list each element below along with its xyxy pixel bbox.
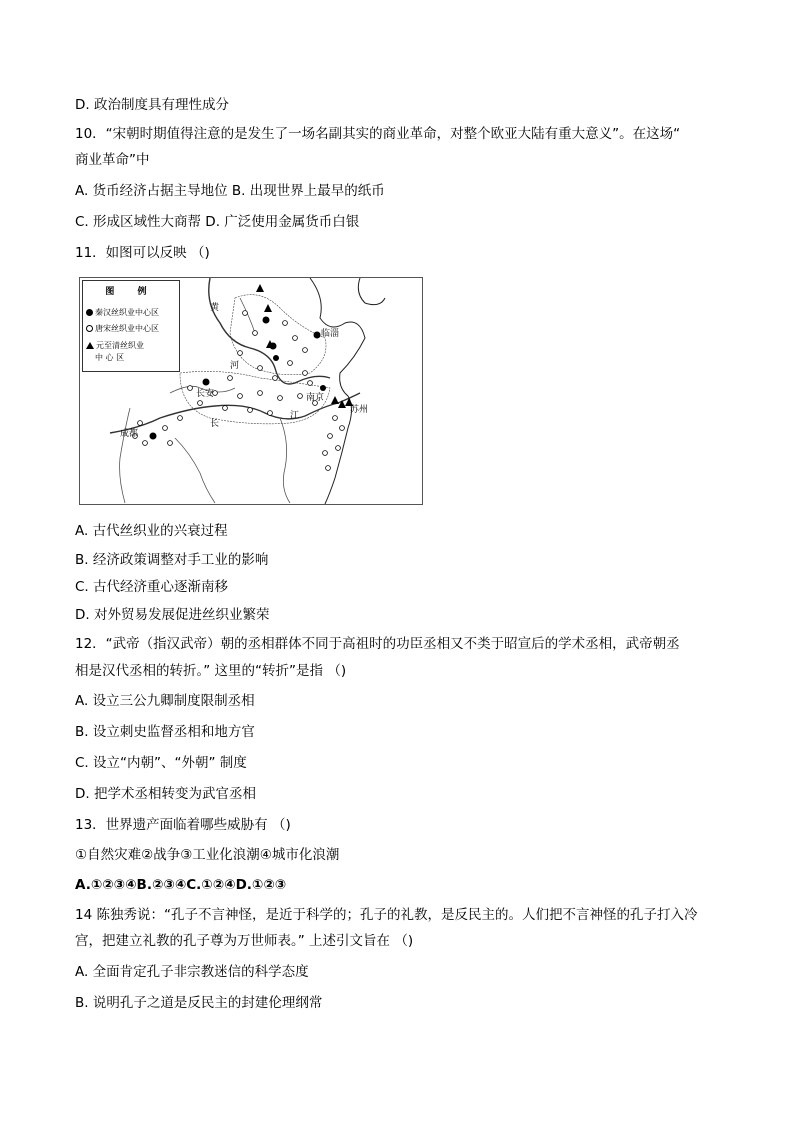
q12-option-c: C. 设立“内朝”、“外朝” 制度 [75, 755, 247, 771]
q11-option-a: A. 古代丝织业的兴衰过程 [75, 523, 228, 539]
q12-option-b: B. 设立刺史监督丞相和地方官 [75, 724, 255, 740]
q10-stem-line1: 10．“宋朝时期值得注意的是发生了一场名副其实的商业革命，对整个欧亚大陆有重大意义”。在这场“ [75, 126, 681, 142]
label-chengdu: 成都 [120, 429, 139, 439]
q14-stem-line1: 14 陈独秀说：“孔子不言神怪，是近于科学的；孔子的礼教，是反民主的。人们把不言神怪的孔子打入冷 [75, 907, 698, 923]
silk-industry-map [79, 277, 423, 505]
yellow-river [209, 278, 330, 384]
q13-items: ①自然灾难②战争③工业化浪潮④城市化浪潮 [75, 847, 340, 863]
q14-stem-line2: 宫，把建立礼教的孔子尊为万世师表。” 上述引文旨在 （) [75, 933, 414, 949]
northern-coast [358, 278, 385, 305]
legend-item-yuan-qing: 元至清丝织业 [86, 341, 144, 351]
q12-option-a: A. 设立三公九卿制度限制丞相 [75, 693, 255, 709]
q14-option-a: A. 全面肯定孔子非宗教迷信的科学态度 [75, 964, 309, 980]
label-linzi: 临淄 [321, 329, 340, 339]
label-he: 河 [230, 361, 240, 371]
legend-title: 图 例 [105, 287, 157, 297]
q10-stem-line2: 商业革命”中 [75, 152, 150, 168]
label-huang: 黄 [210, 303, 220, 313]
tributary-4 [120, 408, 130, 503]
tributary-2 [175, 438, 215, 503]
q10-options-cd: C. 形成区域性大商帮 D. 广泛使用金属货币白银 [75, 214, 360, 230]
label-suzhou: 苏州 [350, 405, 369, 415]
q13-stem: 13．世界遗产面临着哪些威胁有 （) [75, 817, 291, 833]
label-jiang: 江 [290, 411, 300, 421]
legend-item-tang-song: 唐宋丝织业中心区 [86, 324, 159, 334]
q10-options-ab: A. 货币经济占据主导地位 B. 出现世界上最早的纸币 [75, 183, 385, 199]
yuan-qing-centers [256, 284, 353, 408]
q9-option-d: D. 政治制度具有理性成分 [75, 97, 229, 113]
triangle-icon [86, 342, 94, 349]
q11-option-c: C. 古代经济重心逐渐南移 [75, 579, 229, 595]
q12-stem-line1: 12．“武帝（指汉武帝）朝的丞相群体不同于高祖时的功臣丞相又不类于昭宣后的学术丞相，武帝朝丞 [75, 636, 680, 652]
q12-option-d: D. 把学术丞相转变为武官丞相 [75, 786, 256, 802]
q11-option-d: D. 对外贸易发展促进丝织业繁荣 [75, 607, 270, 623]
label-changan: 长安 [196, 389, 215, 399]
label-nanjing: 南京 [306, 393, 325, 403]
hollow-circle-icon [86, 325, 93, 332]
q11-stem: 11．如图可以反映 （) [75, 245, 210, 261]
label-chang: 长 [210, 419, 220, 429]
q12-stem-line2: 相是汉代丞相的转折。” 这里的“转折”是指 （) [75, 663, 347, 679]
q11-option-b: B. 经济政策调整对手工业的影响 [75, 552, 269, 568]
tributary-3 [280, 418, 290, 503]
q13-options: A.①②③④B.②③④C.①②④D.①②③ [75, 877, 287, 893]
q14-option-b: B. 说明孔子之道是反民主的封建伦理纲常 [75, 995, 323, 1011]
tributary-5 [240, 298, 255, 333]
map-legend [82, 280, 180, 372]
filled-dot-icon [86, 309, 93, 316]
legend-item-yuan-qing-cont: 中 心 区 [95, 353, 125, 362]
legend-item-han: 秦汉丝织业中心区 [86, 308, 159, 318]
